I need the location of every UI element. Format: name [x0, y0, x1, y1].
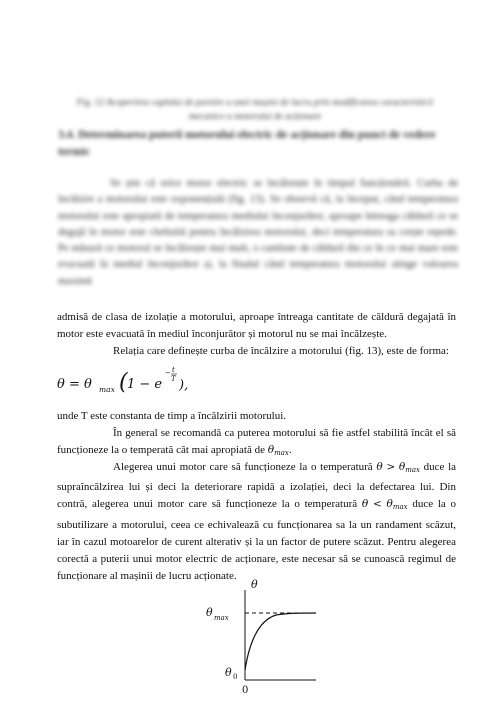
- formula-exp-num: t: [172, 366, 175, 374]
- blurred-paragraph: Se știe că orice motor electric se încălzește în timpul funcționării. Curba de încălzire a motorului este exponențială (fig. 13). Se observă că, la început, când temperatura motorului este apropiată de temperatura mediului înconjurător, aproape întreaga căldură ce se degajă în motor este cheltuită pentru încălzirea motorului, deci temperatura sa crește repede. Pe măsură ce motorul se încălzește mai mult, o cantitate de căldură din ce în ce mai mare este evacuată în mediul înconjurător și, la finalul când temperatura motorului atinge valoarea maximă: [58, 178, 458, 287]
- paragraph-relation: Relația care definește curba de încălzire a motorului (fig. 13), este de forma:: [113, 345, 449, 357]
- paragraph-choice: Alegerea unui motor care să funcționeze la o temperatură $\theta > \theta_{max}$ duce la supraîncălzirea lui și deci la deteriorare rapidă a izolației, deci la defectarea lui. Din contră, alegerea unui motor care să funcționeze la o temperatură $\theta < \theta_{max}$ duce la o subutilizare a motorului, ceea ce echivalează cu funcționarea sa la un randament scăzut, iar în cazul motoarelor de curent alterativ și la un factor de putere scăzut. Pentru alegerea corectă a puterii unui motor electric de acționare, este necesar să se cunoască regimul de funcționare al mașinii de lucru acționate.: [57, 461, 457, 583]
- svg-text:(: (: [119, 370, 128, 395]
- theta-symbol: θ: [267, 444, 275, 457]
- paragraph-insulation: admisă de clasa de izolație a motorului, aproape întreaga cantitate de căldură degajată în motor este evacuată în mediul înconjurător și motorul nu se mai încălzește.: [57, 311, 456, 341]
- heating-curve: [245, 613, 316, 670]
- formula-one-minus-e: 1 − e: [127, 377, 163, 392]
- paragraph-recommendation: În general se recomandă ca puterea motorului să fie astfel stabilită încât el să funcționeze la o temperată cât mai apropiată de $\theta_{max}$.: [57, 427, 456, 458]
- heating-formula: [57, 362, 197, 402]
- heating-curve-svg: [188, 576, 328, 696]
- origin-label: 0: [242, 685, 249, 696]
- theta-max-label: θ: [206, 606, 213, 619]
- theta0-sub: 0: [233, 673, 238, 681]
- section-heading: 3.4. Determinarea puterii motorului electric de acționare din punct de vedere termic: [58, 129, 436, 158]
- formula-exp-den: T: [171, 375, 176, 383]
- formula-lhs: θ = θ: [57, 377, 92, 392]
- theta0-label: θ: [225, 666, 232, 679]
- formula-max-sub: max: [99, 385, 115, 394]
- heating-curve-figure: [188, 576, 328, 701]
- formula-tail: ),: [179, 378, 189, 393]
- paragraph-time-constant: unde T este constanta de timp a încălzirii motorului.: [57, 410, 287, 422]
- svg-text:−: −: [165, 369, 171, 377]
- y-axis-label: θ: [251, 578, 258, 591]
- figure-caption: Fig. 12 Acoperirea cuplului de pornire a unei mașini de lucru prin modificarea caracteristicii mecanice a motorului de acționare: [76, 98, 434, 122]
- theta-max-sub: max: [214, 614, 229, 622]
